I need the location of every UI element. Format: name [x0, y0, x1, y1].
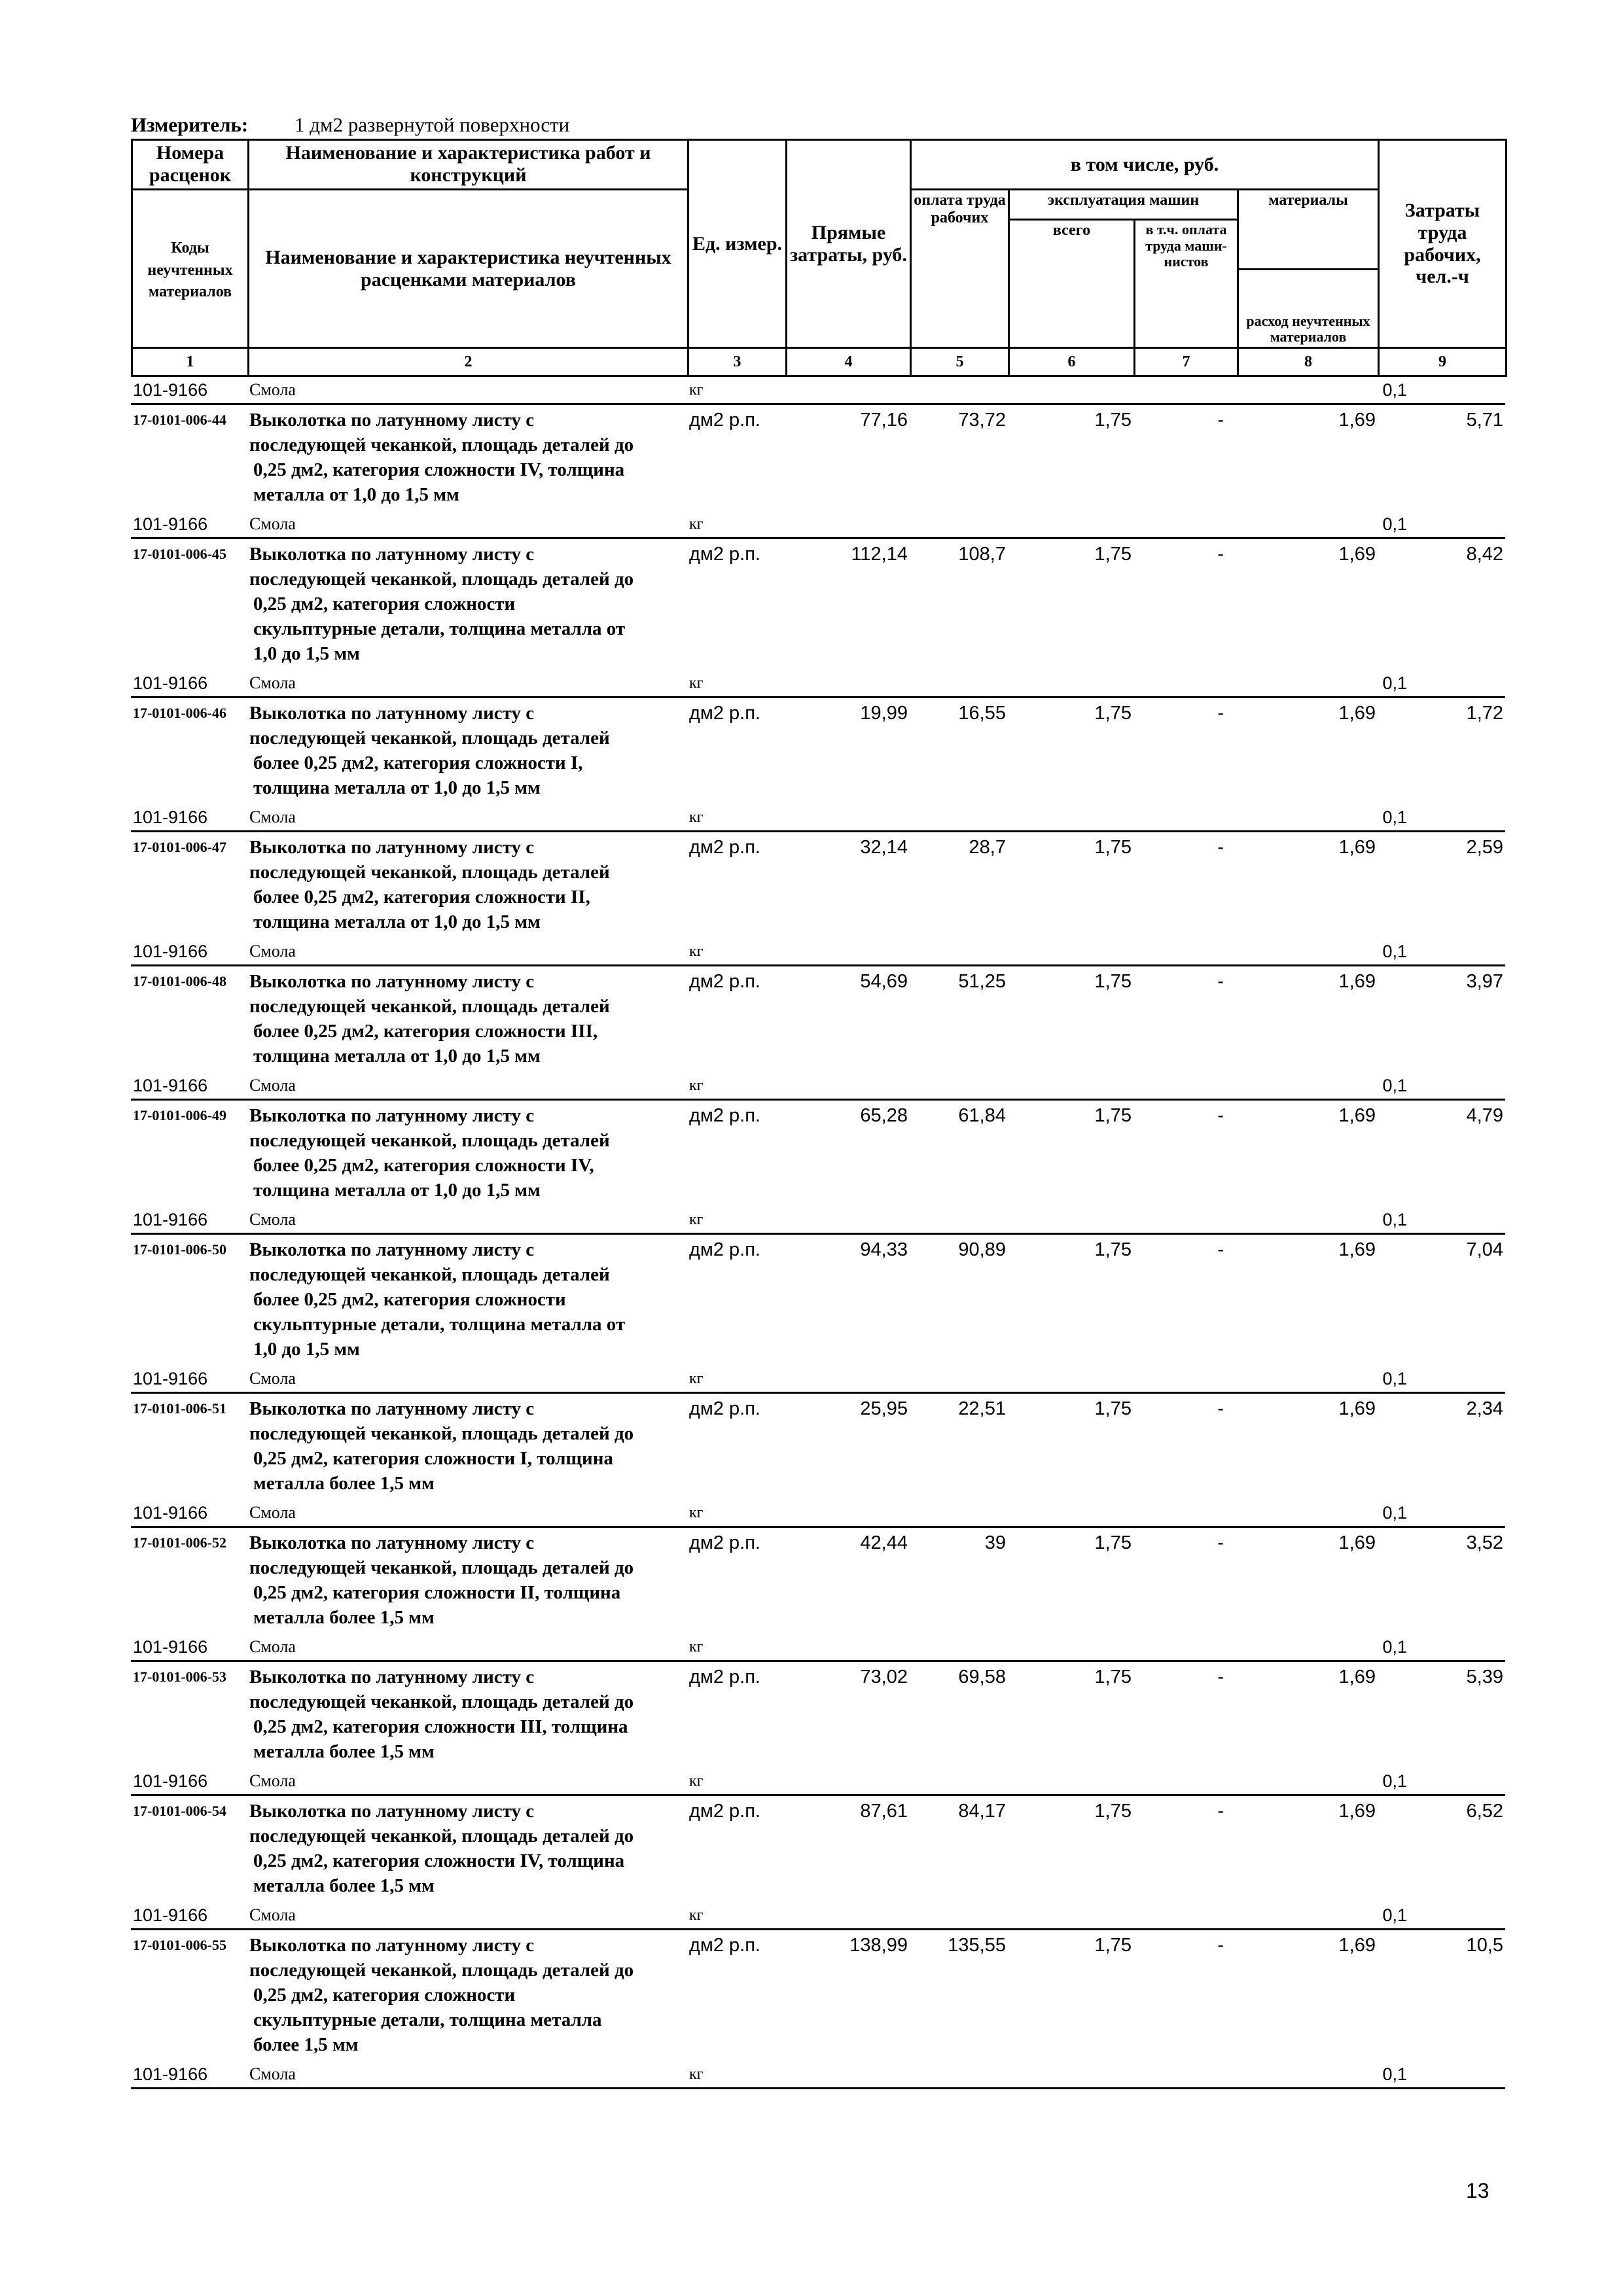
direct-cost: 19,99 [860, 703, 908, 724]
description-line: последующей чеканкой, площадь деталей [249, 996, 610, 1017]
labor-pay: 73,72 [958, 410, 1006, 431]
header-workers: Затраты труда рабочих, чел.-ч [1379, 140, 1507, 348]
rate-code: 17-0101-006-44 [133, 412, 226, 428]
header-unit: Ед. измер. [688, 140, 787, 348]
material-qty: 0,1 [1237, 377, 1505, 404]
worker-hours: 2,34 [1466, 1398, 1504, 1419]
description-line: последующей чеканкой, площадь деталей до [249, 434, 634, 455]
rate-code: 17-0101-006-55 [133, 1937, 226, 1953]
material-qty: 0,1 [1237, 511, 1505, 539]
material-unit: кг [687, 511, 785, 539]
material-unit: кг [687, 1207, 785, 1234]
description-line: более 0,25 дм2, категория сложности I, [253, 752, 583, 773]
material-name: Смола [247, 1634, 687, 1661]
rate-code: 17-0101-006-49 [133, 1107, 226, 1123]
description-line: Выколотка по латунному листу с [249, 544, 535, 565]
material-unit: кг [687, 1634, 785, 1661]
materials-cost: 1,69 [1338, 1532, 1376, 1553]
rate-description [247, 404, 687, 512]
materials-cost: 1,69 [1338, 703, 1376, 724]
material-code: 101-9166 [131, 2061, 247, 2089]
materials-cost: 1,69 [1338, 1105, 1376, 1126]
materials-cost: 1,69 [1338, 837, 1376, 858]
rate-description [247, 1795, 687, 1903]
description-line: толщина металла от 1,0 до 1,5 мм [253, 1180, 541, 1201]
machinist-pay: - [1217, 1801, 1224, 1822]
header-name: Наименование и характеристика работ и конструкций [249, 140, 688, 190]
machinist-pay: - [1217, 703, 1224, 724]
material-qty: 0,1 [1237, 1207, 1505, 1234]
material-code: 101-9166 [131, 670, 247, 698]
description-line: Выколотка по латунному листу с [249, 1105, 535, 1126]
material-name: Смола [247, 377, 687, 404]
labor-pay: 39 [984, 1532, 1006, 1553]
worker-hours: 5,71 [1466, 410, 1504, 431]
description-line: Выколотка по латунному листу с [249, 971, 535, 992]
rate-unit: дм2 р.п. [689, 410, 760, 431]
material-row [131, 804, 1505, 832]
material-unit: кг [687, 1366, 785, 1393]
description-line: металла более 1,5 мм [253, 1875, 435, 1896]
material-code: 101-9166 [131, 938, 247, 966]
machines-total: 1,75 [1094, 1105, 1132, 1126]
machinist-pay: - [1217, 971, 1224, 992]
price-row [131, 1661, 1505, 1769]
worker-hours: 1,72 [1466, 703, 1504, 724]
description-line: более 0,25 дм2, категория сложности IV, [253, 1155, 594, 1176]
direct-cost: 42,44 [860, 1532, 908, 1553]
description-line: последующей чеканкой, площадь деталей до [249, 1691, 634, 1712]
material-code: 101-9166 [131, 1634, 247, 1661]
description-line: последующей чеканкой, площадь деталей [249, 1264, 610, 1285]
labor-pay: 28,7 [969, 837, 1006, 858]
price-row [131, 1234, 1505, 1366]
rate-unit: дм2 р.п. [689, 1239, 760, 1260]
material-name: Смола [247, 670, 687, 698]
price-row [131, 1393, 1505, 1500]
price-table-page [131, 111, 1505, 2089]
description-line: последующей чеканкой, площадь деталей до [249, 569, 634, 590]
material-qty: 0,1 [1237, 1902, 1505, 1930]
material-qty: 0,1 [1237, 1072, 1505, 1100]
description-line: 0,25 дм2, категория сложности IV, толщина [253, 1850, 625, 1871]
column-number: 8 [1238, 348, 1379, 376]
description-line: Выколотка по латунному листу с [249, 703, 535, 724]
rate-description [247, 1234, 687, 1366]
material-name: Смола [247, 1768, 687, 1795]
rate-unit: дм2 р.п. [689, 971, 760, 992]
rate-description [247, 1661, 687, 1769]
material-code: 101-9166 [131, 1768, 247, 1795]
material-name: Смола [247, 1366, 687, 1393]
materials-cost: 1,69 [1338, 971, 1376, 992]
column-number: 1 [132, 348, 249, 376]
machines-total: 1,75 [1094, 1532, 1132, 1553]
material-code: 101-9166 [131, 1902, 247, 1930]
materials-cost: 1,69 [1338, 544, 1376, 565]
material-name: Смола [247, 1072, 687, 1100]
materials-cost: 1,69 [1338, 1239, 1376, 1260]
machines-total: 1,75 [1094, 703, 1132, 724]
material-qty: 0,1 [1237, 1768, 1505, 1795]
price-row [131, 1930, 1505, 2062]
material-code: 101-9166 [131, 1366, 247, 1393]
worker-hours: 4,79 [1466, 1105, 1504, 1126]
description-line: Выколотка по латунному листу с [249, 1667, 535, 1687]
header-column-numbers [132, 348, 1507, 376]
header-incl: в том числе, руб. [911, 140, 1379, 190]
material-name: Смола [247, 938, 687, 966]
rate-code: 17-0101-006-47 [133, 839, 226, 855]
header-mat-name: Наименование и характеристика неучтенных расценками материалов [249, 190, 688, 348]
direct-cost: 65,28 [860, 1105, 908, 1126]
material-code: 101-9166 [131, 377, 247, 404]
rate-unit: дм2 р.п. [689, 1935, 760, 1956]
measure-label: Измеритель: [131, 113, 249, 136]
column-number: 9 [1379, 348, 1507, 376]
header-labor-pay: оплата труда рабочих [911, 190, 1009, 348]
rate-unit: дм2 р.п. [689, 1398, 760, 1419]
worker-hours: 3,97 [1466, 971, 1504, 992]
material-unit: кг [687, 804, 785, 832]
direct-cost: 112,14 [851, 544, 908, 565]
header-machines-total: всего [1009, 220, 1135, 348]
measure-value: 1 дм2 развернутой поверхности [294, 113, 570, 136]
materials-cost: 1,69 [1338, 1935, 1376, 1956]
material-row [131, 1207, 1505, 1234]
description-line: Выколотка по латунному листу с [249, 1398, 535, 1419]
material-name: Смола [247, 804, 687, 832]
worker-hours: 2,59 [1466, 837, 1504, 858]
description-line: Выколотка по латунному листу с [249, 1935, 535, 1956]
price-row [131, 832, 1505, 939]
description-line: 0,25 дм2, категория сложности III, толщина [253, 1716, 628, 1737]
description-line: скульптурные детали, толщина металла [253, 2009, 602, 2030]
rate-code: 17-0101-006-45 [133, 546, 226, 562]
rate-unit: дм2 р.п. [689, 1667, 760, 1687]
material-qty: 0,1 [1237, 804, 1505, 832]
header-mat-usage: расход неучтенных материалов [1238, 270, 1379, 348]
column-number: 5 [911, 348, 1009, 376]
worker-hours: 8,42 [1466, 544, 1504, 565]
description-line: последующей чеканкой, площадь деталей до [249, 1826, 634, 1846]
machines-total: 1,75 [1094, 1801, 1132, 1822]
page-number: 13 [1466, 2179, 1489, 2202]
material-code: 101-9166 [131, 1500, 247, 1527]
machinist-pay: - [1217, 410, 1224, 431]
description-line: Выколотка по латунному листу с [249, 1532, 535, 1553]
machinist-pay: - [1217, 1667, 1224, 1687]
machinist-pay: - [1217, 1398, 1224, 1419]
machines-total: 1,75 [1094, 1935, 1132, 1956]
header-codes: Коды неучтенных материалов [132, 190, 249, 348]
worker-hours: 5,39 [1466, 1667, 1504, 1687]
description-line: более 1,5 мм [253, 2034, 359, 2055]
material-row [131, 1634, 1505, 1661]
header-direct: Прямые затраты, руб. [787, 140, 911, 348]
materials-cost: 1,69 [1338, 1398, 1376, 1419]
rate-description [247, 1527, 687, 1634]
material-name: Смола [247, 2061, 687, 2089]
labor-pay: 84,17 [958, 1801, 1006, 1822]
description-line: 0,25 дм2, категория сложности I, толщина [253, 1448, 613, 1469]
header-machines: эксплуатация машин [1009, 190, 1238, 220]
machines-total: 1,75 [1094, 971, 1132, 992]
price-row [131, 1527, 1505, 1634]
material-row [131, 511, 1505, 539]
labor-pay: 22,51 [958, 1398, 1006, 1419]
labor-pay: 69,58 [958, 1667, 1006, 1687]
rate-unit: дм2 р.п. [689, 1532, 760, 1553]
rate-unit: дм2 р.п. [689, 1105, 760, 1126]
direct-cost: 77,16 [860, 410, 908, 431]
direct-cost: 94,33 [860, 1239, 908, 1260]
material-unit: кг [687, 2061, 785, 2089]
column-number: 2 [249, 348, 688, 376]
rate-code: 17-0101-006-50 [133, 1241, 226, 1258]
direct-cost: 138,99 [849, 1935, 908, 1956]
material-unit: кг [687, 938, 785, 966]
price-row [131, 404, 1505, 512]
machines-total: 1,75 [1094, 1239, 1132, 1260]
price-row [131, 1100, 1505, 1207]
description-line: Выколотка по латунному листу с [249, 1239, 535, 1260]
machines-total: 1,75 [1094, 1398, 1132, 1419]
material-code: 101-9166 [131, 1072, 247, 1100]
machinist-pay: - [1217, 1532, 1224, 1553]
machines-total: 1,75 [1094, 1667, 1132, 1687]
description-line: 0,25 дм2, категория сложности II, толщина [253, 1582, 621, 1603]
rate-code: 17-0101-006-54 [133, 1803, 226, 1819]
description-line: более 0,25 дм2, категория сложности III, [253, 1021, 598, 1042]
labor-pay: 16,55 [958, 703, 1006, 724]
description-line: толщина металла от 1,0 до 1,5 мм [253, 777, 541, 798]
rate-description [247, 1393, 687, 1500]
labor-pay: 51,25 [958, 971, 1006, 992]
description-line: последующей чеканкой, площадь деталей [249, 1130, 610, 1151]
material-row [131, 377, 1505, 404]
direct-cost: 54,69 [860, 971, 908, 992]
price-row [131, 539, 1505, 671]
material-row [131, 1768, 1505, 1795]
description-line: 1,0 до 1,5 мм [253, 1339, 360, 1360]
description-line: последующей чеканкой, площадь деталей [249, 862, 610, 883]
material-name: Смола [247, 1500, 687, 1527]
column-number: 3 [688, 348, 787, 376]
rate-code: 17-0101-006-46 [133, 705, 226, 721]
material-row [131, 1072, 1505, 1100]
column-number: 7 [1135, 348, 1238, 376]
header-numbers: Номера расценок [132, 140, 249, 190]
machinist-pay: - [1217, 1239, 1224, 1260]
description-line: более 0,25 дм2, категория сложности [253, 1289, 566, 1310]
rate-unit: дм2 р.п. [689, 1801, 760, 1822]
rate-code: 17-0101-006-52 [133, 1534, 226, 1551]
rate-unit: дм2 р.п. [689, 703, 760, 724]
description-line: металла от 1,0 до 1,5 мм [253, 484, 459, 505]
direct-cost: 87,61 [860, 1801, 908, 1822]
material-row [131, 2061, 1505, 2089]
description-line: 1,0 до 1,5 мм [253, 643, 360, 664]
machinist-pay: - [1217, 1935, 1224, 1956]
rate-code: 17-0101-006-51 [133, 1400, 226, 1417]
description-line: последующей чеканкой, площадь деталей [249, 728, 610, 749]
rate-description [247, 698, 687, 805]
description-line: толщина металла от 1,0 до 1,5 мм [253, 1046, 541, 1067]
material-row [131, 1902, 1505, 1930]
description-line: Выколотка по латунному листу с [249, 837, 535, 858]
header-machinist-pay: в т.ч. оплата труда маши-нистов [1135, 220, 1238, 348]
labor-pay: 90,89 [958, 1239, 1006, 1260]
rate-description [247, 1930, 687, 2062]
material-qty: 0,1 [1237, 2061, 1505, 2089]
labor-pay: 108,7 [958, 544, 1006, 565]
material-unit: кг [687, 1768, 785, 1795]
description-line: 0,25 дм2, категория сложности IV, толщина [253, 459, 625, 480]
material-unit: кг [687, 1072, 785, 1100]
material-name: Смола [247, 511, 687, 539]
material-row [131, 1500, 1505, 1527]
price-row [131, 1795, 1505, 1903]
material-unit: кг [687, 377, 785, 404]
description-line: металла более 1,5 мм [253, 1741, 435, 1762]
price-row [131, 966, 1505, 1073]
material-qty: 0,1 [1237, 670, 1505, 698]
material-row [131, 670, 1505, 698]
machines-total: 1,75 [1094, 410, 1132, 431]
material-row [131, 1366, 1505, 1393]
labor-pay: 135,55 [948, 1935, 1006, 1956]
material-name: Смола [247, 1207, 687, 1234]
material-row [131, 938, 1505, 966]
description-line: последующей чеканкой, площадь деталей до [249, 1960, 634, 1981]
description-line: Выколотка по латунному листу с [249, 410, 535, 431]
rate-code: 17-0101-006-53 [133, 1669, 226, 1685]
description-line: последующей чеканкой, площадь деталей до [249, 1557, 634, 1578]
header-materials: материалы [1238, 190, 1379, 270]
material-unit: кг [687, 670, 785, 698]
machinist-pay: - [1217, 837, 1224, 858]
direct-cost: 25,95 [860, 1398, 908, 1419]
description-line: скульптурные детали, толщина металла от [253, 618, 626, 639]
worker-hours: 10,5 [1466, 1935, 1504, 1956]
rate-description [247, 966, 687, 1073]
machines-total: 1,75 [1094, 544, 1132, 565]
machinist-pay: - [1217, 1105, 1224, 1126]
description-line: скульптурные детали, толщина металла от [253, 1314, 626, 1335]
rate-unit: дм2 р.п. [689, 837, 760, 858]
column-number: 4 [787, 348, 911, 376]
price-row [131, 698, 1505, 805]
rate-code: 17-0101-006-48 [133, 973, 226, 989]
table-header [131, 139, 1507, 377]
description-line: последующей чеканкой, площадь деталей до [249, 1423, 634, 1444]
description-line: металла более 1,5 мм [253, 1473, 435, 1494]
worker-hours: 6,52 [1466, 1801, 1504, 1822]
material-qty: 0,1 [1237, 938, 1505, 966]
materials-cost: 1,69 [1338, 410, 1376, 431]
description-line: более 0,25 дм2, категория сложности II, [253, 887, 590, 908]
materials-cost: 1,69 [1338, 1801, 1376, 1822]
direct-cost: 32,14 [860, 837, 908, 858]
material-qty: 0,1 [1237, 1634, 1505, 1661]
description-line: 0,25 дм2, категория сложности [253, 593, 516, 614]
material-qty: 0,1 [1237, 1500, 1505, 1527]
description-line: 0,25 дм2, категория сложности [253, 1985, 516, 2005]
material-unit: кг [687, 1500, 785, 1527]
direct-cost: 73,02 [860, 1667, 908, 1687]
labor-pay: 61,84 [958, 1105, 1006, 1126]
worker-hours: 7,04 [1466, 1239, 1504, 1260]
description-line: Выколотка по латунному листу с [249, 1801, 535, 1822]
description-line: толщина металла от 1,0 до 1,5 мм [253, 911, 541, 932]
material-code: 101-9166 [131, 804, 247, 832]
material-code: 101-9166 [131, 1207, 247, 1234]
rate-description [247, 832, 687, 939]
material-name: Смола [247, 1902, 687, 1930]
worker-hours: 3,52 [1466, 1532, 1504, 1553]
column-number: 6 [1009, 348, 1135, 376]
material-qty: 0,1 [1237, 1366, 1505, 1393]
rate-description [247, 539, 687, 671]
materials-cost: 1,69 [1338, 1667, 1376, 1687]
table-body [131, 377, 1505, 2089]
rate-description [247, 1100, 687, 1207]
rate-unit: дм2 р.п. [689, 544, 760, 565]
machines-total: 1,75 [1094, 837, 1132, 858]
material-unit: кг [687, 1902, 785, 1930]
description-line: металла более 1,5 мм [253, 1607, 435, 1628]
machinist-pay: - [1217, 544, 1224, 565]
measure-line [131, 111, 1505, 139]
material-code: 101-9166 [131, 511, 247, 539]
